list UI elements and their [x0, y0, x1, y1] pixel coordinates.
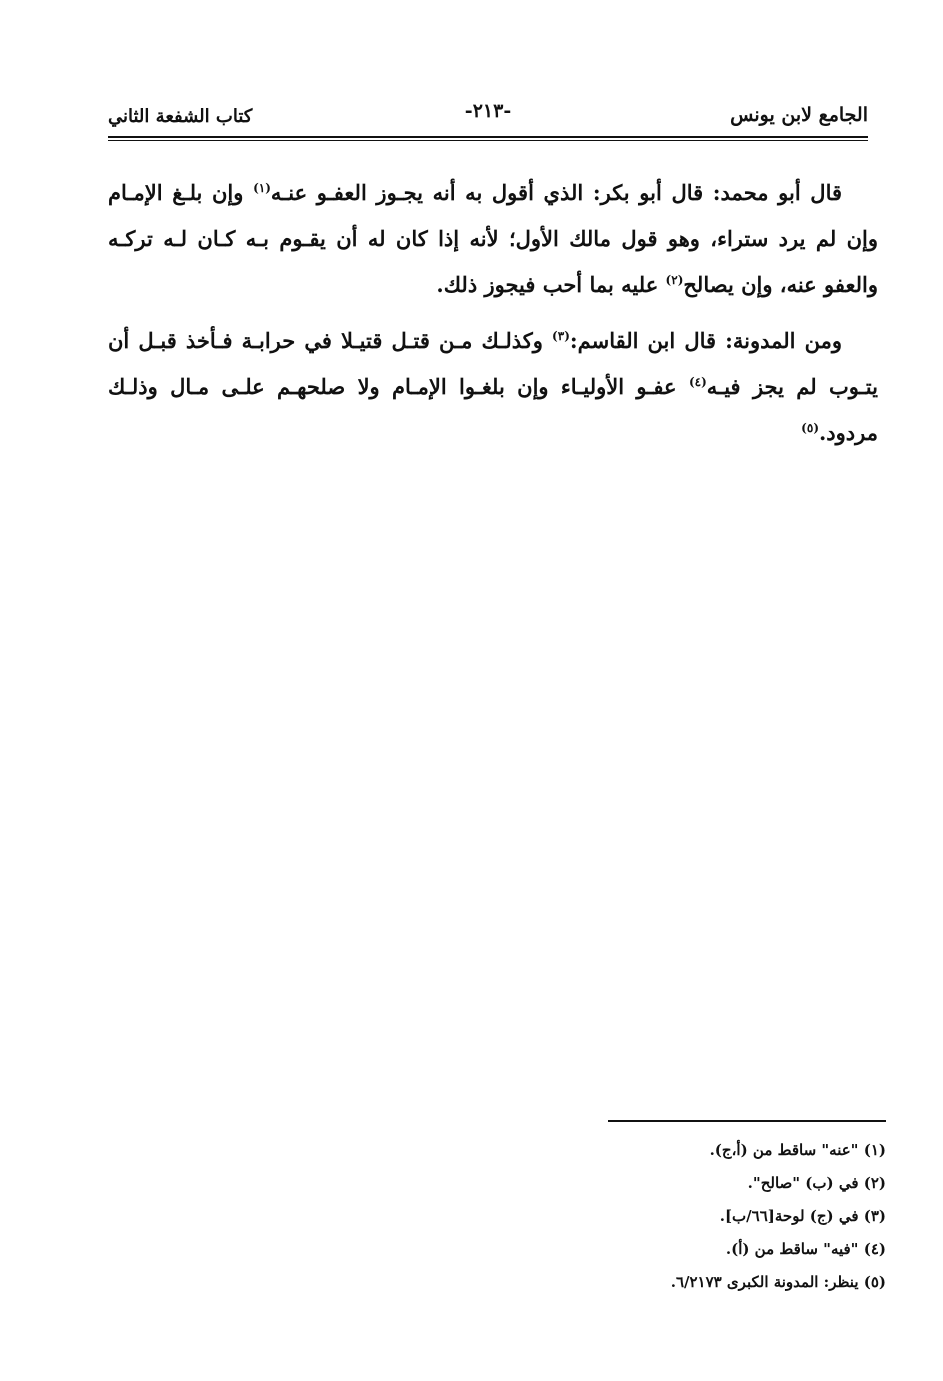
paragraph-1-part-1: قال أبو محمد: قال أبو بكر: الذي أقول به أنه يجـوز العفـو عنـه — [270, 180, 843, 205]
main-text — [108, 170, 878, 466]
footnote-rule — [608, 1120, 886, 1122]
paragraph-2-part-3: عفـو الأوليـاء وإن بلغـوا الإمـام ولا صلحهـم علـى مـال وذلـك مردود. — [108, 374, 878, 445]
footnotes — [560, 1134, 886, 1299]
footnote-marker-5: (٥) — [801, 421, 819, 435]
paragraph-2-part-1: ومن المدونة: قال ابن القاسم: — [569, 328, 842, 353]
paragraph-1-part-2: وإن بلـغ الإمـام وإن لم يرد ستراء، وهو قول مالك الأول؛ لأنه إذا كان له أن يقـوم بـه كـان لـه تركـه والعفو عنه، وإن يصالح — [108, 180, 878, 297]
paragraph-1-part-3: عليه بما أحب فيجوز ذلك. — [436, 272, 666, 297]
footnote-1: (١) "عنه" ساقط من (أ،ج). — [709, 1141, 886, 1159]
chapter-title: كتاب الشفعة الثاني — [108, 106, 253, 127]
footnote-5: (٥) ينظر: المدونة الكبرى ٦/٢١٧٣. — [670, 1273, 886, 1291]
page-number: -٢١٣- — [464, 100, 512, 122]
book-title: الجامع لابن يونس — [730, 104, 868, 126]
paragraph-2-part-2: وكذلـك مـن قتـل قتيـلا في حرابـة فـأخذ قبـل أن يتـوب لم يجز فيـه — [108, 328, 878, 399]
footnote-4: (٤) "فيه" ساقط من (أ). — [725, 1240, 886, 1258]
footnote-3: (٣) في (ج) لوحة[٦٦/ب]. — [719, 1207, 886, 1225]
page-header — [108, 96, 868, 136]
header-rule — [108, 136, 868, 141]
paragraph-2 — [108, 318, 878, 456]
footnote-marker-4: (٤) — [688, 375, 707, 389]
footnote-2: (٢) في (ب) "صالح". — [747, 1174, 886, 1192]
footnote-marker-2: (٢) — [665, 273, 684, 287]
footnote-marker-1: (١) — [253, 181, 271, 195]
footnote-marker-3: (٣) — [552, 329, 570, 343]
paragraph-1 — [108, 170, 878, 308]
